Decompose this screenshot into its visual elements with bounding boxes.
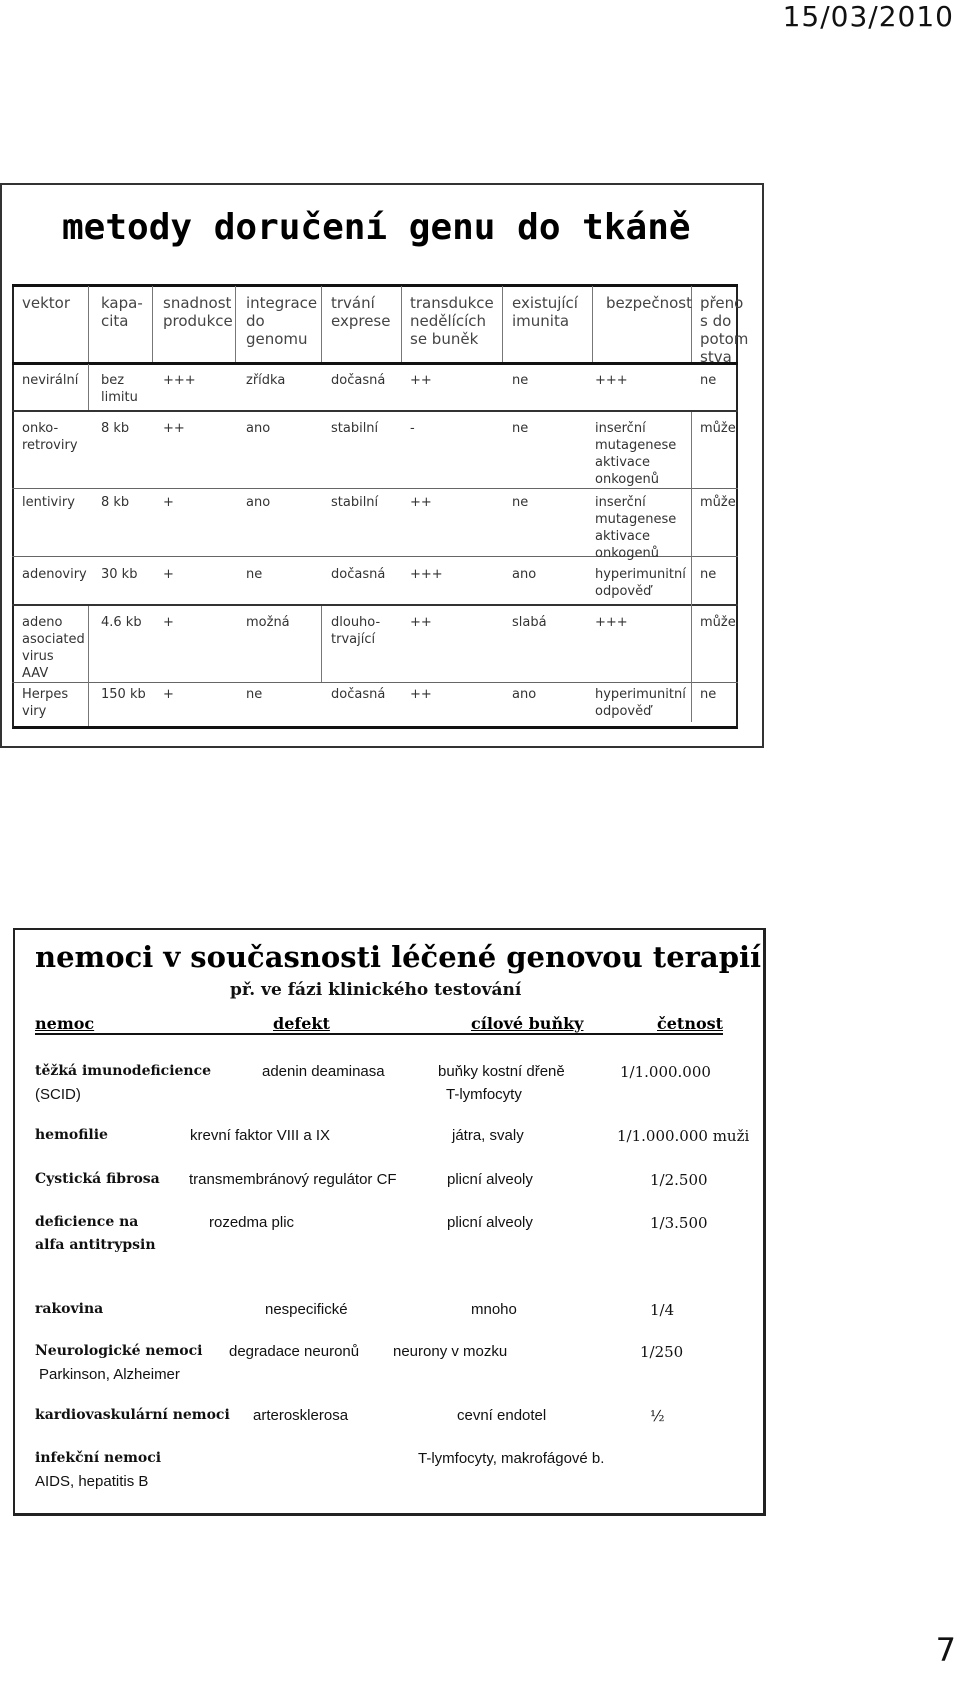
table-cell: Herpes viry [22, 687, 69, 719]
table-cell: + [163, 687, 174, 702]
table-cell: ne [700, 373, 717, 388]
disease-cells: neurony v mozku [393, 1343, 508, 1360]
table-cell: ne [512, 421, 529, 436]
disease-name: hemofilie [35, 1127, 108, 1143]
col-header-cilove-bunky: cílové buňky [471, 1014, 584, 1033]
page-date: 15/03/2010 [782, 0, 954, 33]
table-cell: +++ [410, 567, 443, 582]
disease-cells: buňky kostní dřeně [438, 1063, 565, 1080]
disease-name: deficience na [35, 1214, 139, 1230]
table-cell: může [700, 615, 736, 630]
disease-frequency: 1/1.000.000 muži [617, 1127, 750, 1145]
disease-name: těžká imunodeficience [35, 1063, 212, 1079]
table-cell: + [163, 495, 174, 510]
table-cell: ne [700, 567, 717, 582]
table-cell: ano [246, 495, 271, 510]
table-col-divider [235, 286, 236, 362]
table-cell: + [163, 567, 174, 582]
table-cell: onko- retroviry [22, 421, 78, 453]
disease-frequency: 1/4 [650, 1301, 675, 1319]
disease-cells-sub: T-lymfocyty [446, 1086, 522, 1103]
table-row-divider [12, 604, 738, 606]
table-col-divider [88, 364, 89, 410]
table-cell: 8 kb [101, 495, 130, 510]
table-cell: inserční mutagenese aktivace onkogenů [595, 421, 677, 487]
disease-name: infekční nemoci [35, 1450, 162, 1466]
disease-frequency: 1/250 [640, 1343, 684, 1361]
table-cell: hyperimunitní odpověď [595, 567, 686, 599]
table-cell: možná [246, 615, 290, 630]
table-cell: +++ [595, 373, 628, 388]
col-header-nemoc: nemoc [35, 1014, 95, 1033]
col-header-cetnost: četnost [657, 1014, 724, 1033]
disease-name-sub: Parkinson, Alzheimer [39, 1366, 180, 1383]
disease-defect: transmembránový regulátor CF [189, 1171, 397, 1188]
table-col-divider [152, 286, 153, 362]
table-cell: 30 kb [101, 567, 138, 582]
disease-cells: játra, svaly [452, 1127, 524, 1144]
disease-name-sub: alfa antitrypsin [35, 1237, 156, 1253]
disease-name-sub: (SCID) [35, 1086, 81, 1103]
table-cell: ne [512, 495, 529, 510]
col-header-transdukce: transdukce nedělících se buněk [410, 294, 494, 348]
table-cell: ne [700, 687, 717, 702]
header-rule [35, 1033, 723, 1035]
table-cell: dočasná [331, 567, 386, 582]
disease-cells: cevní endotel [457, 1407, 547, 1424]
table-cell: může [700, 421, 736, 436]
disease-defect: degradace neuronů [229, 1343, 360, 1360]
disease-frequency: 1/1.000.000 [620, 1063, 711, 1081]
col-header-bezpecnost: bezpečnost [606, 294, 693, 312]
table-cell: stabilní [331, 495, 379, 510]
table-cell: dočasná [331, 373, 386, 388]
table-col-divider [88, 606, 89, 726]
slide-title-gene-therapy: nemoci v současnosti léčené genovou terapií [35, 940, 762, 974]
disease-name-sub: AIDS, hepatitis B [35, 1473, 149, 1490]
table-cell: ne [246, 567, 263, 582]
page-number: 7 [935, 1631, 956, 1669]
table-row-divider [12, 410, 738, 412]
table-cell: - [410, 421, 415, 436]
disease-frequency: ½ [650, 1407, 665, 1425]
table-col-divider [88, 286, 89, 362]
table-cell: zřídka [246, 373, 286, 388]
disease-name: Neurologické nemoci [35, 1343, 203, 1359]
table-cell: ++ [410, 373, 432, 388]
table-cell: ++ [163, 421, 185, 436]
col-header-kapacita: kapa- cita [101, 294, 143, 330]
col-header-integrace: integrace do genomu [246, 294, 318, 348]
col-header-vektor: vektor [22, 294, 71, 312]
table-cell: + [163, 615, 174, 630]
disease-defect: adenin deaminasa [262, 1063, 385, 1080]
disease-name: kardiovaskulární nemoci [35, 1407, 230, 1423]
disease-cells: mnoho [471, 1301, 517, 1318]
table-cell: inserční mutagenese aktivace onkogenů [595, 495, 677, 561]
disease-name: rakovina [35, 1301, 104, 1317]
table-cell: stabilní [331, 421, 379, 436]
table-col-divider [321, 286, 322, 362]
table-top-border [12, 284, 738, 287]
table-header-divider [12, 362, 738, 365]
table-cell: ano [246, 421, 271, 436]
disease-defect: nespecifické [265, 1301, 348, 1318]
table-cell: ano [512, 567, 537, 582]
table-cell: adenoviry [22, 567, 87, 582]
table-cell: ne [512, 373, 529, 388]
table-cell: 4.6 kb [101, 615, 142, 630]
table-cell: dlouho- trvající [331, 615, 381, 647]
table-cell: ++ [410, 495, 432, 510]
col-header-trvani-exprese: trvání exprese [331, 294, 391, 330]
table-col-divider [401, 286, 402, 362]
disease-frequency: 1/3.500 [650, 1214, 708, 1232]
table-row-divider [12, 682, 738, 683]
table-cell: 150 kb [101, 687, 146, 702]
table-row-divider [12, 488, 738, 489]
table-cell: nevirální [22, 373, 79, 388]
table-cell: adeno asociated virus AAV [22, 615, 85, 681]
table-cell: bez limitu [101, 373, 138, 405]
table-cell: 8 kb [101, 421, 130, 436]
table-cell: ano [512, 687, 537, 702]
table-cell: hyperimunitní odpověď [595, 687, 686, 719]
table-col-divider [321, 606, 322, 682]
disease-cells: plicní alveoly [447, 1214, 533, 1231]
slide-title-gene-delivery: metody doručení genu do tkáně [62, 207, 691, 248]
table-col-divider [502, 286, 503, 362]
table-cell: +++ [595, 615, 628, 630]
disease-name: Cystická fibrosa [35, 1171, 160, 1187]
disease-cells: T-lymfocyty, makrofágové b. [418, 1450, 605, 1467]
table-cell: může [700, 495, 736, 510]
col-header-snadnost-produkce: snadnost produkce [163, 294, 233, 330]
table-cell: ++ [410, 687, 432, 702]
table-cell: +++ [163, 373, 196, 388]
table-cell: ++ [410, 615, 432, 630]
table-cell: slabá [512, 615, 547, 630]
table-cell: lentiviry [22, 495, 75, 510]
disease-cells: plicní alveoly [447, 1171, 533, 1188]
table-col-divider [691, 412, 692, 722]
disease-defect: krevní faktor VIII a IX [190, 1127, 331, 1144]
table-cell: dočasná [331, 687, 386, 702]
col-header-prenos: přeno s do potom stva [700, 294, 749, 366]
disease-defect: arterosklerosa [253, 1407, 349, 1424]
slide-subtitle: př. ve fázi klinického testování [230, 980, 522, 1000]
table-col-divider [592, 286, 593, 362]
disease-defect: rozedma plic [209, 1214, 295, 1231]
disease-frequency: 1/2.500 [650, 1171, 708, 1189]
col-header-defekt: defekt [273, 1014, 330, 1033]
table-cell: ne [246, 687, 263, 702]
col-header-existujici-imunita: existující imunita [512, 294, 578, 330]
